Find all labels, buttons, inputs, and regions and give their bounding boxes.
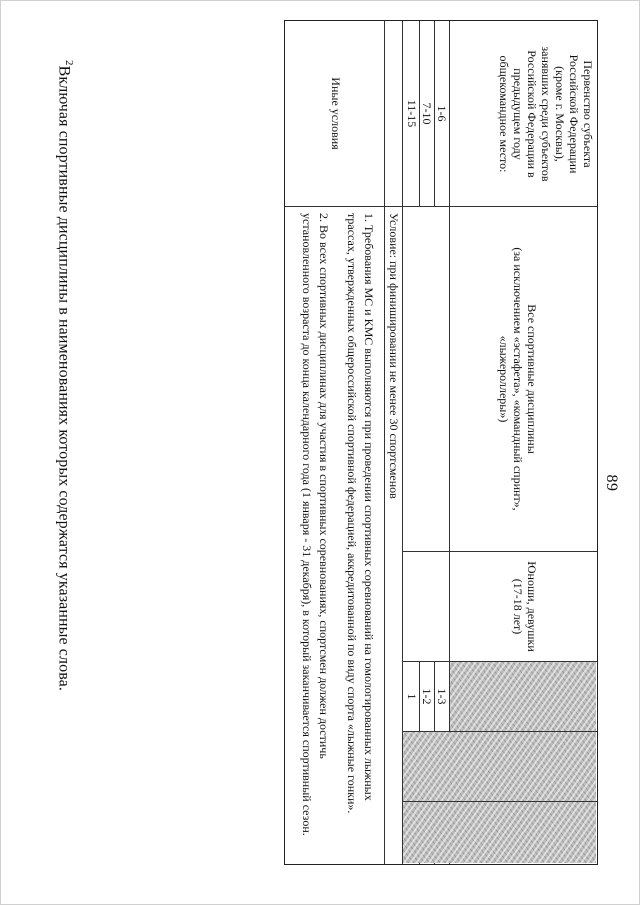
header-line: занявших среди субъектов [539,46,553,182]
result-cell: 1-2 [420,688,434,705]
shaded-cell [403,732,596,801]
disciplines-line: Все спортивные дисциплины [525,304,539,454]
disciplines-line: (за исключением «эстафета», «командный спринт», [511,247,525,511]
shaded-cell [450,662,596,731]
place-cell: 1-6 [435,105,449,122]
grid-line [403,551,597,552]
place-cell: 7-10 [420,102,434,125]
age-group-line: (17-18 лет) [511,578,525,635]
disciplines-cell [497,207,539,551]
disciplines-line: «лыжероллеры») [497,335,511,423]
header-line: Российской Федерации в [525,50,539,178]
notes-block [298,213,377,836]
note-line: 2. Во всех спортивных дисциплинах для участия в спортивных соревнованиях, спортсмен должен достичь [317,213,331,759]
other-conditions-label: Иные условия [329,77,343,150]
result-cell: 1 [405,693,419,700]
age-group-cell [511,552,539,661]
page-number: 89 [603,474,620,492]
competition-header [497,25,595,203]
result-cell: 1-3 [435,688,449,705]
qualification-table [284,20,598,865]
footnote-marker: 2 [63,60,75,66]
note-line: 1. Требования МС и КМС выполняются при проведении спортивных соревнований на гомологированных лыжных [362,213,376,801]
place-cell: 11-15 [405,99,419,128]
footnote [55,60,75,691]
header-line: общекомандное место: [497,55,511,173]
grid-line [385,206,597,207]
age-group-line: Юноши, девушки [525,561,539,652]
footnote-text: Включая спортивные дисциплины в наименованиях которых содержатся указанные слова. [55,65,73,691]
header-line: (кроме г. Москвы), [553,66,567,162]
condition-text: Условие: при финишировании не менее 30 спортсменов [387,213,401,499]
grid-line [384,21,385,864]
header-line: Первенство субъекта [581,60,595,168]
note-line: трассах, утвержденных общероссийской спортивной федерацией, аккредитованной по виду спорта «лыжные гонки». [345,213,359,814]
shaded-cell [403,802,596,863]
note-line: установленного возраста до конца календарного года (1 января - 31 декабря), в который заканчивается спортивный сезон. [300,213,314,836]
grid-line [285,206,385,207]
rotated-page-content [40,15,620,885]
header-line: предыдущем году [511,68,525,160]
header-line: Российской Федерации [567,54,581,174]
